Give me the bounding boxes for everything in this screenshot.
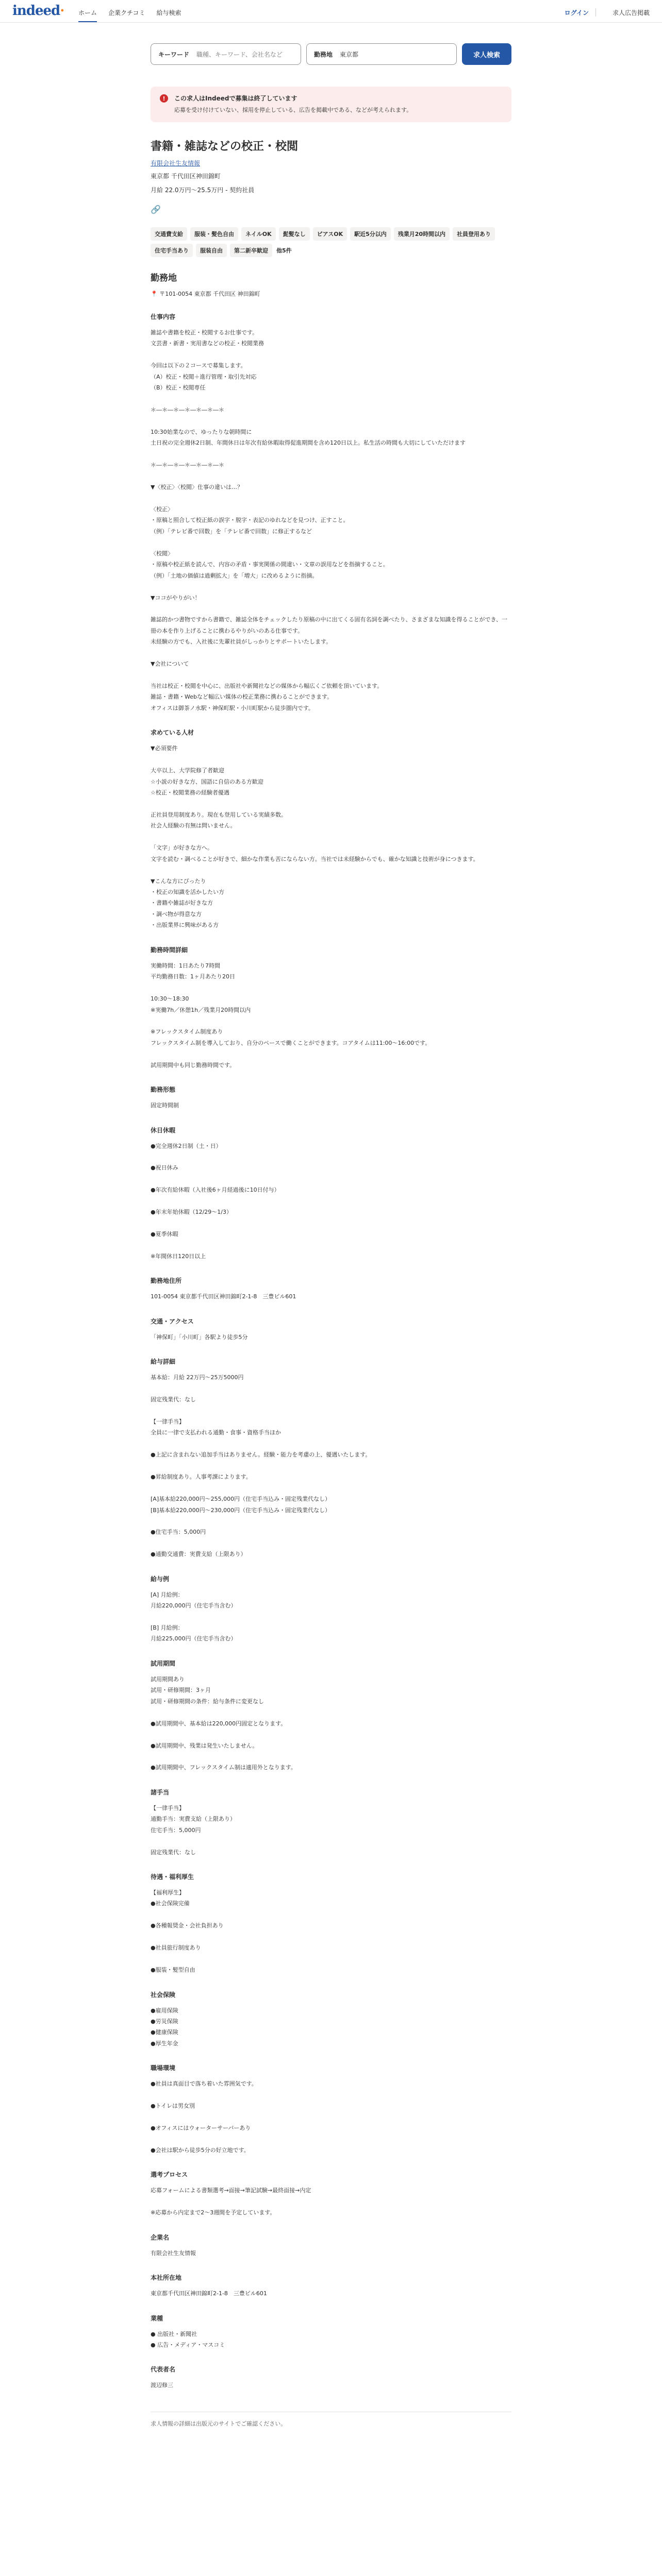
section-heading: 仕事内容 — [151, 313, 176, 320]
job-details — [151, 312, 511, 2391]
job-tag: 社員登用あり — [453, 227, 495, 241]
section-heading: 給与詳細 — [151, 1358, 176, 1366]
section-heading: 社会保険 — [151, 1991, 176, 1998]
employer-link[interactable]: 求人広告掲載 — [612, 9, 650, 16]
section-body: 【一律手当】 通勤手当：実費支給（上限あり） 住宅手当：5,000円 固定残業代：なし — [151, 1804, 236, 1856]
location-heading: 勤務地 — [151, 273, 177, 283]
section-body: 実働時間：1日あたり7時間 平均勤務日数：1ヶ月あたり20日 10:30～18:30 ※実働7h／休憩1h／残業月20時間以内 ※フレックスタイム制度あり フレックスタイム制を導入しており、自分のペースで働くことができます。コアタイムは11:00～16:00です。 試用期間中も同じ勤務時間です。 — [151, 962, 431, 1069]
link-icon[interactable]: 🔗 — [151, 205, 161, 214]
section-body: ▼必須要件 大卒以上、大学院修了者歓迎 ☆小説の好きな方、国語に自信のある方歓迎 ☆校正・校閲業務の経験者優遇 正社員登用制度あり。現在も登用している実績多数。 社会人経験の有無は問いません。 「文字」が好きな方へ。 文字を読む・調べることが好きで、細かな作業も苦にならない方。当社では未経験からでも、確かな知識と技術が身につきます。 ▼こんな方にぴったり ・校正の知識を活かしたい方 ・書籍や雑誌が好きな方 ・調べ物が得意な方 ・出版業界に興味がある方 — [151, 745, 479, 929]
address-text: 〒101-0054 東京都 千代田区 神田錦町 — [159, 291, 260, 297]
keyword-label: キーワード — [158, 50, 190, 58]
search-bar — [151, 43, 511, 65]
section-heading: 代表者名 — [151, 2366, 176, 2374]
section-body: 東京都千代田区神田錦町2-1-8 三豊ビル601 — [151, 2290, 267, 2297]
header-divider — [595, 8, 596, 16]
section-heading: 待遇・福利厚生 — [151, 1873, 194, 1880]
section-heading: 業種 — [151, 2314, 163, 2322]
company-link[interactable]: 有限会社生友情報 — [151, 160, 201, 167]
job-tag: 第二新卒歓迎 — [230, 244, 272, 257]
job-tag: ネイルOK — [241, 227, 276, 241]
location-value: 東京都 — [340, 50, 359, 58]
job-tag: 住宅手当あり — [151, 244, 193, 257]
main-content — [151, 43, 511, 2428]
section-body: 有限会社生友情報 — [151, 2249, 196, 2257]
section-body: ● 出版社・新聞社 ● 広告・メディア・マスコミ — [151, 2330, 225, 2348]
more-tags-toggle[interactable]: 他5件 — [276, 247, 292, 254]
job-tag: 駅近5分以内 — [350, 227, 391, 241]
job-tag: 服装・髪色自由 — [190, 227, 238, 241]
section-body: 「神保町」「小川町」各駅より徒歩5分 — [151, 1333, 248, 1341]
job-salary: 月給 22.0万円～25.5万円 - 契約社員 — [151, 187, 255, 194]
section-heading: 給与例 — [151, 1575, 170, 1583]
job-title: 書籍・雑誌などの校正・校閲 — [151, 140, 299, 153]
job-closed-alert — [151, 87, 511, 122]
nav-home[interactable]: ホーム — [78, 8, 97, 22]
section-heading: 選考プロセス — [151, 2171, 188, 2179]
main-nav — [78, 0, 181, 22]
login-link[interactable]: ログイン — [564, 9, 589, 16]
section-heading: 諸手当 — [151, 1788, 170, 1796]
section-body: 試用期間あり 試用・研修期間：3ヶ月 試用・研修期間の条件：給与条件に変更なし ●試用期間中、基本給は220,000円固定となります。 ●試用期間中、残業は発生いたしません。 ●試用期間中、フレックスタイム制は適用外となります。 — [151, 1675, 296, 1771]
location-address: 📍 〒101-0054 東京都 千代田区 神田錦町 — [151, 291, 260, 297]
section-heading: 勤務地住所 — [151, 1277, 182, 1285]
alert-icon: ! — [160, 94, 168, 103]
section-heading: 企業名 — [151, 2233, 170, 2241]
section-body: 【福利厚生】 ●社会保険完備 ●各種報奨金・会社負担あり ●社員旅行制度あり ●服装・髪型自由 — [151, 1889, 224, 1974]
section-body: ●雇用保険 ●労災保険 ●健康保険 ●厚生年金 — [151, 2007, 178, 2047]
top-header — [0, 0, 662, 23]
alert-title: この求人はIndeedで募集は終了しています — [174, 95, 297, 102]
job-tag: 髭髪なし — [279, 227, 310, 241]
section-heading: 職場環境 — [151, 2064, 176, 2072]
section-heading: 勤務形態 — [151, 1086, 176, 1094]
keyword-placeholder: 職種、キーワード、会社名など — [196, 50, 283, 58]
section-body: 固定時間制 — [151, 1102, 179, 1109]
nav-salary-search[interactable]: 給与検索 — [156, 9, 181, 16]
section-heading: 交通・アクセス — [151, 1317, 194, 1325]
job-tag: 残業月20時間以内 — [394, 227, 450, 241]
section-body: 基本給：月給 22万円～25万5000円 固定残業代：なし 【一律手当】 全員に一律で支払われる通勤・食事・資格手当ほか ●上記に含まれない追加手当はありません。経験・能力を考慮の上、優遇いたします。 ●昇給制度あり。人事考課によります。 [A]基本給220,000円～255,000円（住宅手当込み・固定残業代なし） [B]基本給220,000円～230,000円（住宅手当込み・固定残業代なし） ●住宅手当：5,000円 ●通勤交通費：実費支給（上限あり） — [151, 1374, 371, 1558]
section-body: [A] 月給例： 月給220,000円（住宅手当含む） [B] 月給例： 月給225,000円（住宅手当含む） — [151, 1591, 237, 1642]
location-label: 勤務地 — [314, 50, 333, 58]
section-body: ●完全週休2日制（土・日） ●祝日休み ●年次有給休暇（入社後6ヶ月経過後に10日付与） ●年末年始休暇（12/29～1/3） ●夏季休暇 ※年間休日120日以上 — [151, 1142, 280, 1260]
section-body: ●社員は真面目で落ち着いた雰囲気です。 ●トイレは男女別 ●オフィスにはウォーターサーバーあり ●会社は駅から徒歩5分の好立地です。 — [151, 2080, 257, 2154]
section-heading: 求めている人材 — [151, 729, 194, 737]
job-location: 東京都 千代田区神田錦町 — [151, 173, 221, 180]
job-tag: ピアスOK — [313, 227, 347, 241]
section-body: 渡辺修三 — [151, 2382, 173, 2389]
job-tag: 服装自由 — [196, 244, 227, 257]
job-tag: 交通費支給 — [151, 227, 187, 241]
section-heading: 勤務時間詳細 — [151, 946, 188, 954]
section-heading: 本社所在地 — [151, 2274, 182, 2282]
footer-note: 求人情報の詳細は出版元のサイトでご確認ください。 — [151, 2412, 511, 2428]
job-search-button[interactable]: 求人検索 — [462, 43, 511, 65]
job-tags — [151, 227, 511, 257]
nav-company-reviews[interactable]: 企業クチコミ — [108, 9, 145, 16]
section-body: 雑誌や書籍を校正・校閲するお仕事です。 文芸書・新書・実用書などの校正・校閲業務 今回は以下の２コースで募集します。 （A）校正・校閲＋進行管理・取引先対応 （B）校正・校閲専任 ＊―＊―＊―＊―＊―＊―＊ 10:30始業なので、ゆったりな朝時間に 土日祝の完全週休2日制、年間休日は年次有給休暇取得促進期間を含め120日以上。私生活の時間も大切にしていただけます ＊―＊―＊―＊―＊―＊―＊ ▼〈校正〉〈校閲〉仕事の違いは…？ 〈校正〉 ・原稿と照合して校正紙の誤字・脱字・表記のゆれなどを見つけ、正すこと。 （例）「テレビ番で回数」を「テレビ番で回数」に修正するなど 〈校閲〉 ・原稿や校正紙を読んで、内容の矛盾・事実関係の間違い・文章の誤用などを指摘すること。 （例）「土地の価値は過剰拡大」を「増大」に改めるように指摘。 ▼ココがやりがい！ 雑誌的かつ書物ですから書籍で、雑誌全体をチェックしたり原稿の中に出てくる固有名詞を調べたり、さまざまな知識を得ることができ、一冊の本を作り上げることに携わるやりがいのある仕事です。 未経験の方でも、入社後に先輩社員がしっかりとサポートいたします。 ▼会社について 当社は校正・校閲を中心に、出版社や新聞社などの媒体から幅広くご依頼を頂いています。 雑誌・書籍・Webなど幅広い媒体の校正業務に携わることができます。 オフィスは御茶ノ水駅・神保町駅・小川町駅から徒歩圏内です。 — [151, 329, 508, 711]
alert-text: 応募を受け付けていない、採用を停止している、広告を掲載中である、などが考えられます。 — [174, 107, 412, 113]
section-heading: 試用期間 — [151, 1659, 176, 1667]
section-heading: 休日休暇 — [151, 1126, 176, 1134]
location-search-input[interactable] — [306, 43, 457, 65]
section-body: 応募フォームによる書類選考→面接→筆記試験→最終面接→内定 ※応募から内定まで2～3週間を予定しています。 — [151, 2187, 311, 2216]
section-body: 101-0054 東京都千代田区神田錦町2-1-8 三豊ビル601 — [151, 1293, 296, 1300]
keyword-search-input[interactable] — [151, 43, 301, 65]
indeed-logo[interactable]: indeed· — [12, 3, 64, 19]
